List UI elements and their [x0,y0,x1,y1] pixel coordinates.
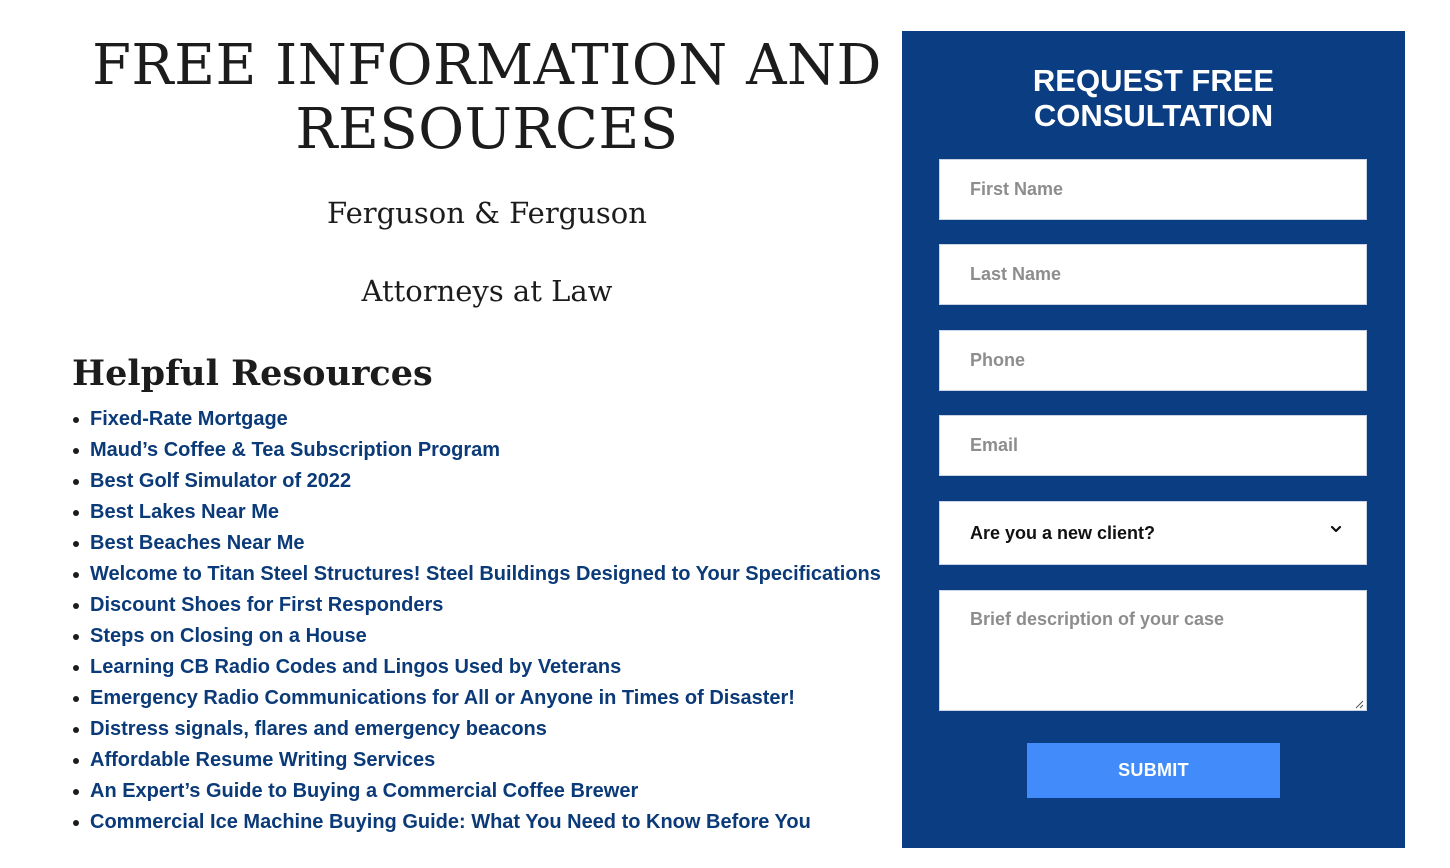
page-title-line-2: RESOURCES [295,97,679,162]
resources-heading: Helpful Resources [72,353,433,394]
phone-field[interactable] [939,330,1367,391]
list-item [72,652,902,683]
submit-button[interactable]: SUBMIT [1027,743,1280,798]
resource-link-emergency-radio[interactable]: Emergency Radio Communications for All or Anyone in Times of Disaster! [90,687,795,709]
list-item [72,435,902,466]
first-name-field[interactable] [939,159,1367,220]
list-item [72,528,902,559]
resource-link-best-beaches[interactable]: Best Beaches Near Me [90,532,305,554]
list-item [72,776,902,807]
resource-link-fixed-rate-mortgage[interactable]: Fixed-Rate Mortgage [90,408,288,430]
resource-link-golf-simulator[interactable]: Best Golf Simulator of 2022 [90,470,352,492]
resource-link-distress-signals[interactable]: Distress signals, flares and emergency beacons [90,718,547,740]
page-title-line-1: FREE INFORMATION AND [92,33,882,98]
page-title [72,34,902,162]
resource-list [72,404,902,838]
resource-link-ice-machine[interactable]: Commercial Ice Machine Buying Guide: What You Need to Know Before You [90,811,811,833]
resource-link-resume-writing[interactable]: Affordable Resume Writing Services [90,749,436,771]
chevron-down-icon [1330,523,1342,535]
list-item [72,683,902,714]
consultation-form-panel [902,31,1405,848]
list-item [72,807,902,838]
list-item [72,745,902,776]
resize-handle-icon[interactable] [1354,699,1364,709]
resource-link-titan-steel[interactable]: Welcome to Titan Steel Structures! Steel Buildings Designed to Your Specifications [90,563,881,585]
list-item [72,497,902,528]
list-item [72,714,902,745]
main-content [72,0,902,868]
resource-link-discount-shoes[interactable]: Discount Shoes for First Responders [90,594,444,616]
email-field[interactable] [939,415,1367,476]
resource-link-cb-radio[interactable]: Learning CB Radio Codes and Lingos Used by Veterans [90,656,622,678]
list-item [72,404,902,435]
form-title-line-2: CONSULTATION [1033,98,1274,133]
form-title-line-1: REQUEST FREE [1032,63,1275,98]
list-item [72,590,902,621]
resource-link-closing-house[interactable]: Steps on Closing on a House [90,625,367,647]
resource-link-coffee-brewer[interactable]: An Expert’s Guide to Buying a Commercial Coffee Brewer [90,780,639,802]
list-item [72,466,902,497]
list-item [72,559,902,590]
case-description-field[interactable] [939,590,1367,711]
last-name-field[interactable] [939,244,1367,305]
new-client-select[interactable] [939,501,1367,565]
form-title [902,63,1405,133]
resource-link-best-lakes[interactable]: Best Lakes Near Me [90,501,279,523]
list-item [72,621,902,652]
resource-link-coffee-tea-subscription[interactable]: Maud’s Coffee & Tea Subscription Program [90,439,501,461]
firm-name: Ferguson & Ferguson [327,196,647,230]
new-client-select-value: Are you a new client? [970,523,1156,543]
firm-tagline: Attorneys at Law [361,274,613,308]
